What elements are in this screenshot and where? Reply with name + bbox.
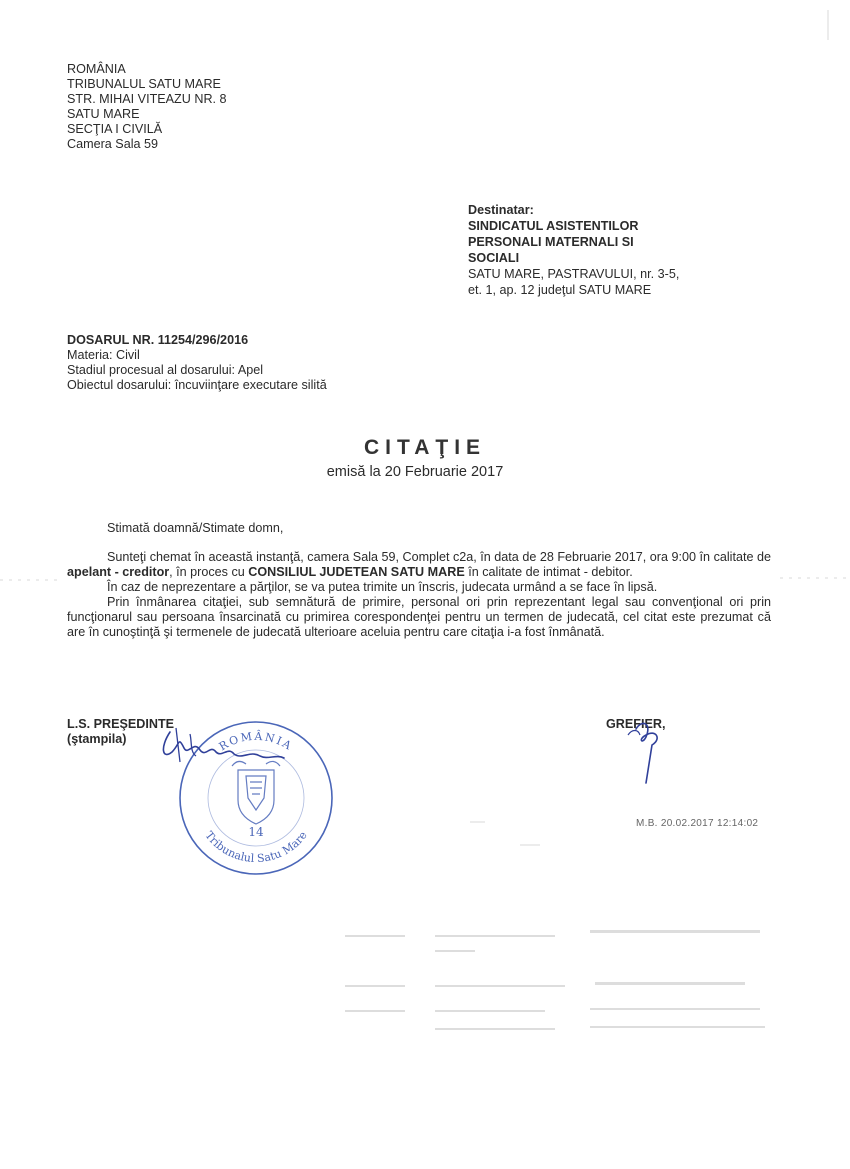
recipient-name-line: SINDICATUL ASISTENTILOR [468,219,639,233]
stamp-number: 14 [248,825,264,839]
recipient-label: Destinatar: [468,203,534,217]
sender-country: ROMÂNIA [67,62,126,76]
president-signature-icon [150,722,300,772]
recipient-address-line: SATU MARE, PASTRAVULUI, nr. 3-5, [468,267,680,281]
registration-timestamp: M.B. 20.02.2017 12:14:02 [636,818,759,829]
clerk-label: GREFIER, [606,717,666,731]
recipient-name-line: SOCIALI [468,251,520,265]
issue-date: emisă la 20 Februarie 2017 [326,464,504,480]
summons-text-3: în calitate de intimat - debitor. [464,565,633,579]
summons-text-2: , în proces cu [169,565,249,579]
recipient-block [468,202,679,298]
stamp-label: (ştampila) [67,732,127,746]
opposing-party: CONSILIUL JUDETEAN SATU MARE [248,565,465,579]
case-number: DOSARUL NR. 11254/296/2016 [67,333,249,347]
case-subject: Materia: Civil [67,348,140,362]
clerk-signature-icon [616,715,676,785]
recipient-name-line: PERSONALI MATERNALI SI [468,235,634,249]
sender-room: Camera Sala 59 [67,137,159,151]
stamp-bottom-text: Tribunalul Satu Mare [202,828,310,866]
sender-court: TRIBUNALUL SATU MARE [67,77,221,91]
summons-paragraph [67,550,771,580]
sender-street: STR. MIHAI VITEAZU NR. 8 [67,92,227,106]
president-label: L.S. PREŞEDINTE [67,717,175,731]
sender-section: SECŢIA I CIVILĂ [67,122,163,136]
document-title: CITAŢIE [363,436,487,459]
sender-city: SATU MARE [67,107,140,121]
absence-paragraph: În caz de neprezentare a părţilor, se va putea trimite un înscris, judecata urmând a se face în lipsă. [107,580,658,594]
stamp-top-text: ROMÂNIA [216,729,296,754]
party-role: apelant - creditor [67,565,170,579]
case-stage: Stadiul procesual al dosarului: Apel [67,363,264,377]
citation-body [67,550,771,640]
delivery-paragraph: Prin înmânarea citaţiei, sub semnătură de primire, personal ori prin reprezentant legal sau convenţional ori prin funcţionarul sau persoana însarcinată cu primirea corespondenţei pentru un termen de judecată, cel citat este prezumat că are în cunoştinţă şi termenele de judecată ulterioare aceluia pentru care citaţia i-a fost înmânată. [67,595,771,639]
greeting: Stimată doamnă/Stimate domn, [107,521,284,535]
case-object: Obiectul dosarului: încuviinţare executare silită [67,378,327,392]
sender-block [67,62,227,152]
summons-text: Sunteţi chemat în această instanţă, camera Sala 59, Complet c2a, în data de 28 Februarie 2017, ora 9:00 în calitate de [107,550,771,564]
case-info [67,333,327,393]
recipient-address-line: et. 1, ap. 12 judeţul SATU MARE [468,283,652,297]
